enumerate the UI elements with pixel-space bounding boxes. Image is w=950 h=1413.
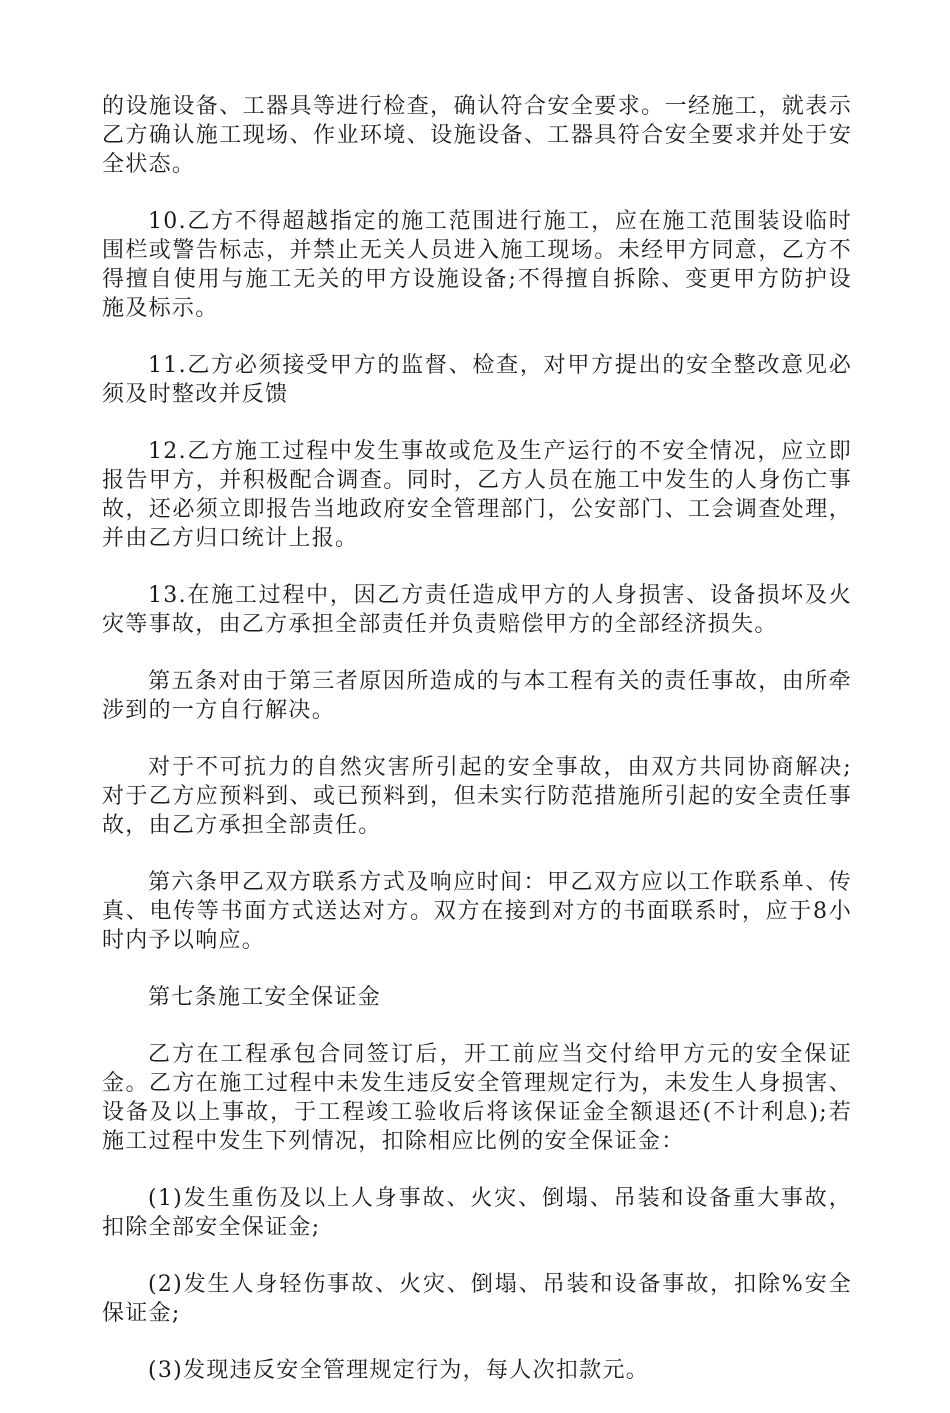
paragraph-force-majeure: 对于不可抗力的自然灾害所引起的安全事故，由双方共同协商解决;对于乙方应预料到、或已预料到，但未实行防范措施所引起的安全责任事故，由乙方承担全部责任。: [102, 755, 852, 838]
paragraph-deposit: 乙方在工程承包合同签订后，开工前应当交付给甲方元的安全保证金。乙方在施工过程中未发生违反安全管理规定行为，未发生人身损害、设备及以上事故，于工程竣工验收后将该保证金全额退还(不计利息);若施工过程中发生下列情况，扣除相应比例的安全保证金：: [102, 1042, 852, 1154]
paragraph-clause-13: 13.在施工过程中，因乙方责任造成甲方的人身损害、设备损坏及火灾等事故，由乙方承担全部责任并负责赔偿甲方的全部经济损失。: [102, 583, 852, 637]
list-item-1: (1)发生重伤及以上人身事故、火灾、倒塌、吊装和设备重大事故，扣除全部安全保证金;: [102, 1186, 852, 1240]
paragraph-article-5: 第五条对由于第三者原因所造成的与本工程有关的责任事故，由所牵涉到的一方自行解决。: [102, 669, 852, 723]
list-item-2: (2)发生人身轻伤事故、火灾、倒塌、吊装和设备事故，扣除%安全保证金;: [102, 1272, 852, 1326]
paragraph-article-6: 第六条甲乙双方联系方式及响应时间：甲乙双方应以工作联系单、传真、电传等书面方式送达对方。双方在接到对方的书面联系时，应于8小时内予以响应。: [102, 870, 852, 953]
paragraph-clause-11: 11.乙方必须接受甲方的监督、检查，对甲方提出的安全整改意见必须及时整改并反馈: [102, 353, 852, 407]
heading-article-7: 第七条施工安全保证金: [148, 985, 382, 1010]
paragraph-continuation: 的设施设备、工器具等进行检查，确认符合安全要求。一经施工，就表示乙方确认施工现场、作业环境、设施设备、工器具符合安全要求并处于安全状态。: [102, 94, 852, 177]
paragraph-clause-12: 12.乙方施工过程中发生事故或危及生产运行的不安全情况，应立即报告甲方，并积极配合调查。同时，乙方人员在施工中发生的人身伤亡事故，还必须立即报告当地政府安全管理部门，公安部门、工会调查处理，并由乙方归口统计上报。: [102, 439, 852, 551]
document-body: [102, 92, 852, 1413]
paragraph-clause-10: 10.乙方不得超越指定的施工范围进行施工，应在施工范围装设临时围栏或警告标志，并禁止无关人员进入施工现场。未经甲方同意，乙方不得擅自使用与施工无关的甲方设施设备;不得擅自拆除、变更甲方防护设施及标示。: [102, 209, 852, 321]
list-item-3: (3)发现违反安全管理规定行为，每人次扣款元。: [148, 1358, 650, 1383]
